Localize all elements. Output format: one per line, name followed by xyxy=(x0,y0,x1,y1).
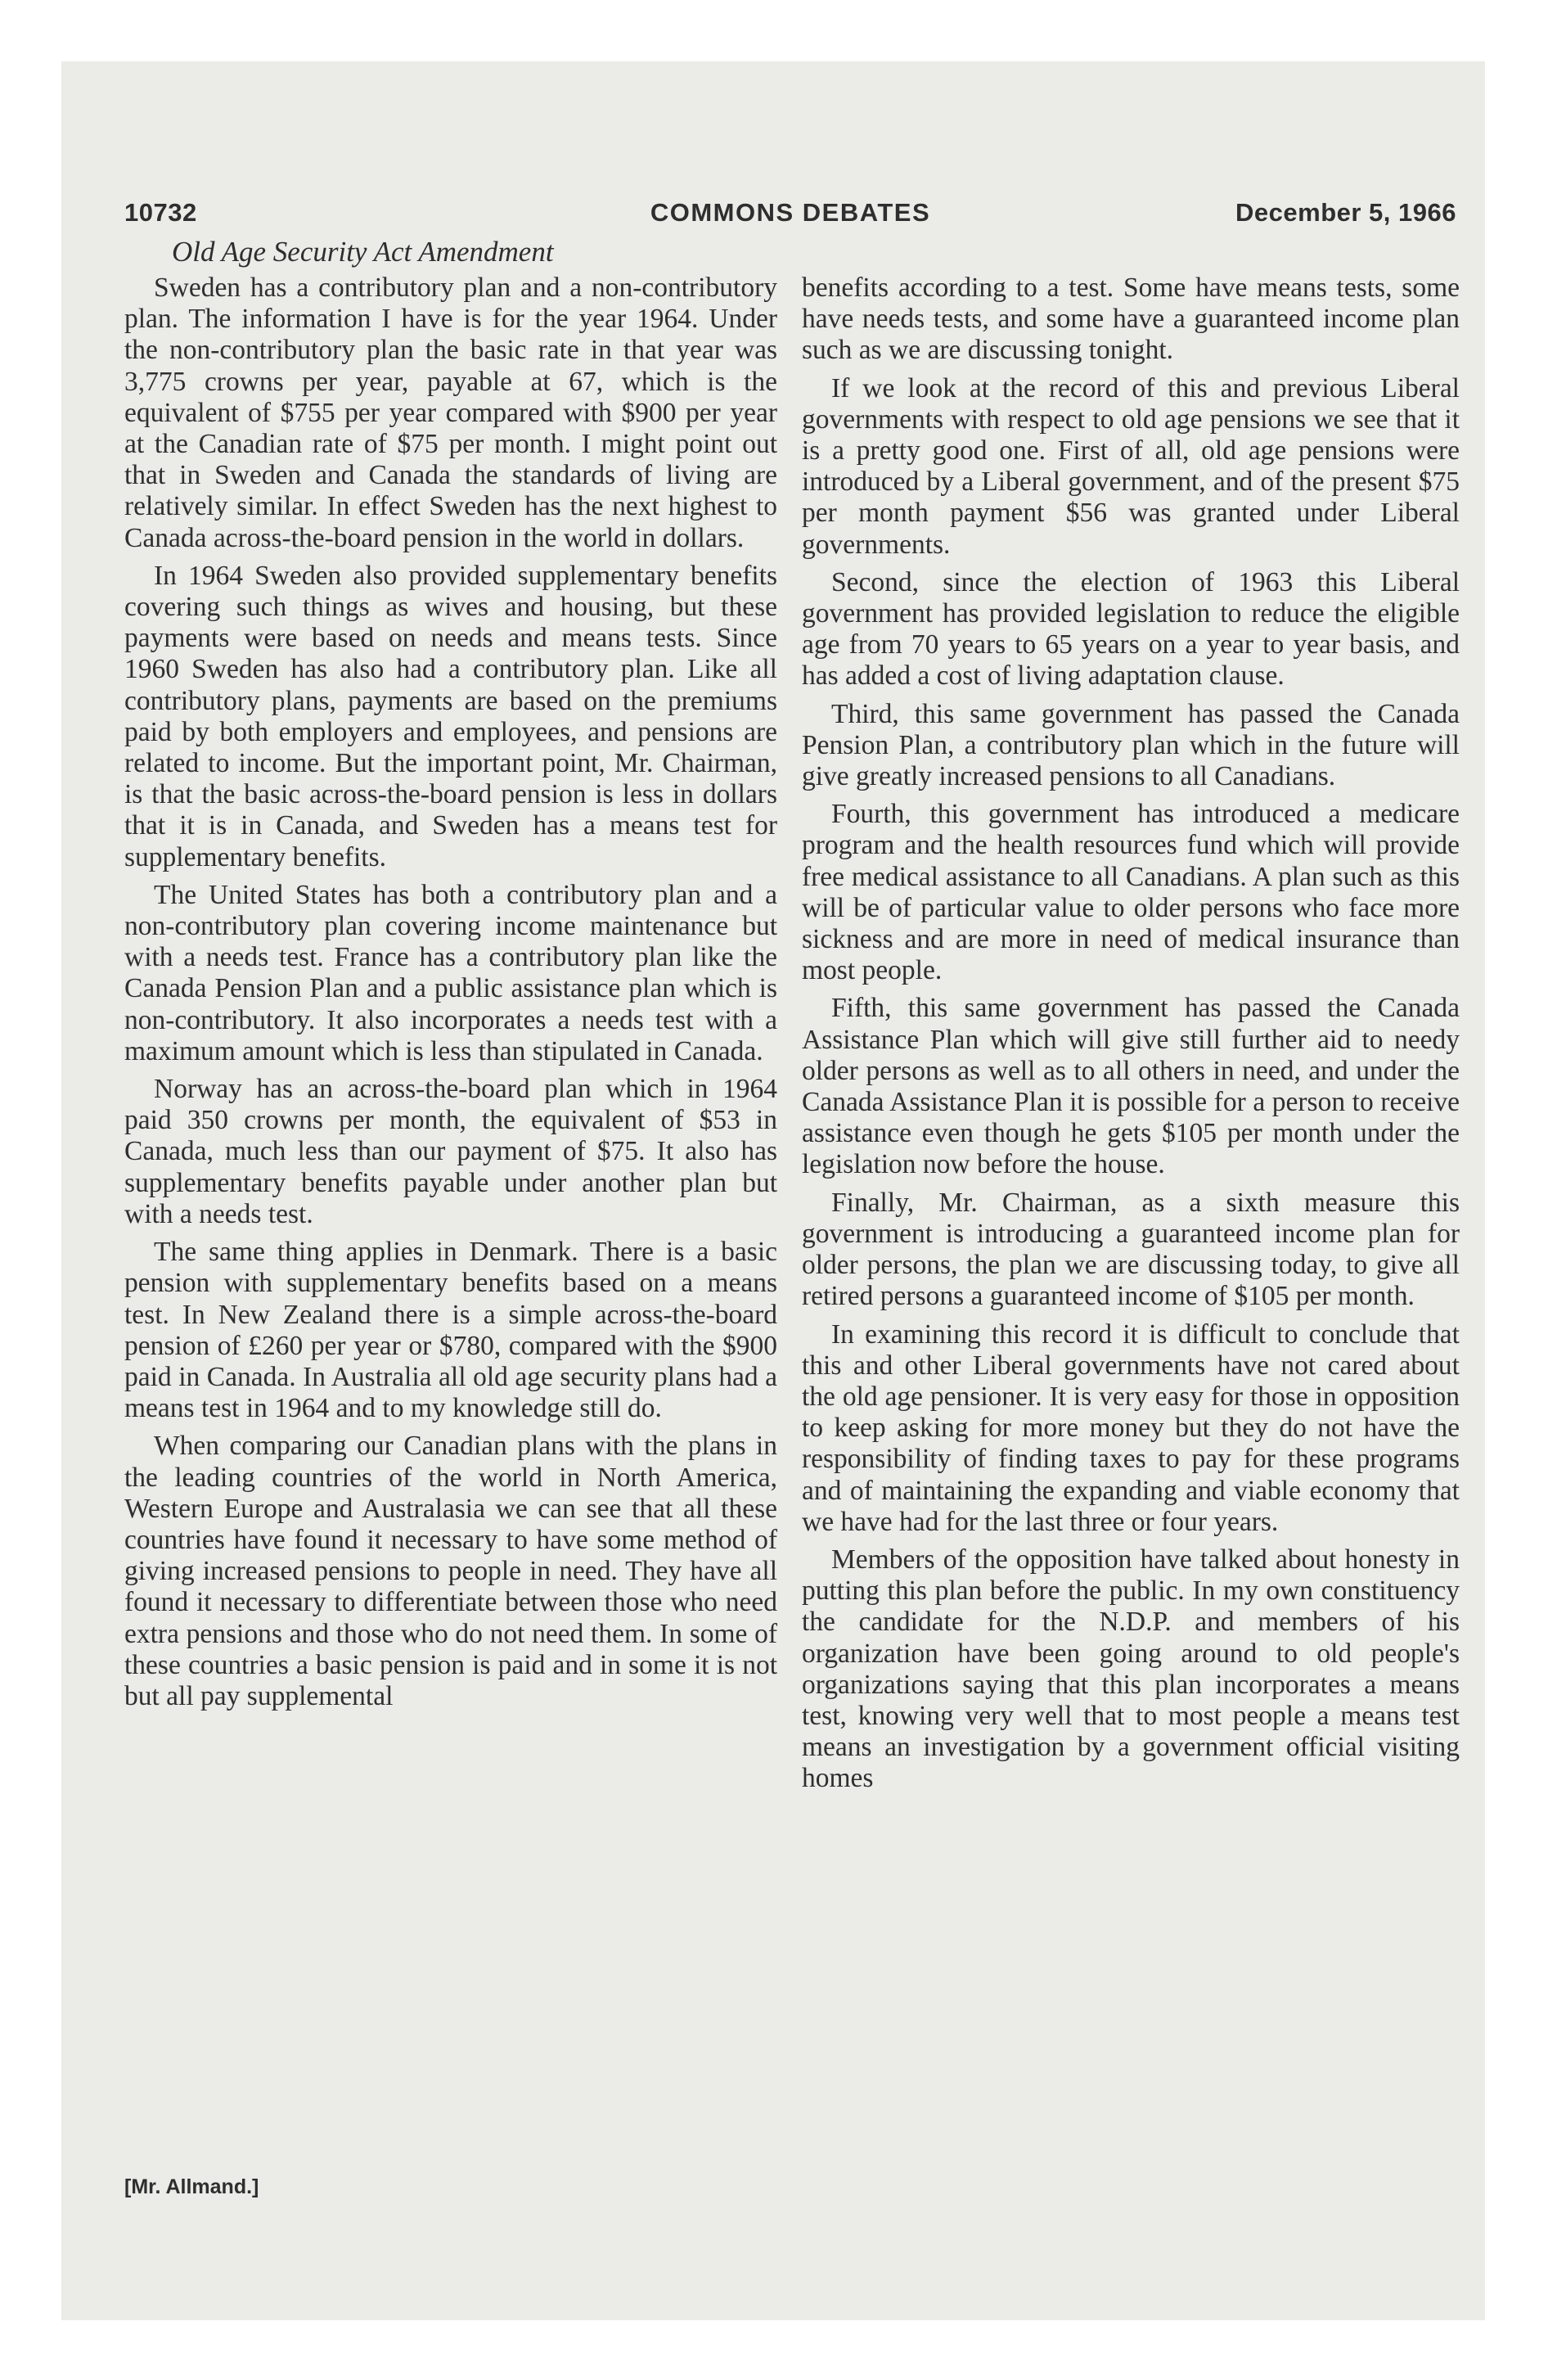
page-header xyxy=(124,198,1456,239)
paragraph: Sweden has a contributory plan and a non-contributory plan. The information I have is for the year 1964. Under the non-contributory plan the basic rate in that year was 3,775 crowns per year, payable at 67, which is the equivalent of $755 per year compared with $900 per year at the Canadian rate of $75 per month. I might point out that in Sweden and Canada the standards of living are relatively similar. In effect Sweden has the next highest to Canada across-the-board pension in the world in dollars. xyxy=(124,273,777,553)
publication-date: December 5, 1966 xyxy=(1235,198,1456,227)
paragraph: In examining this record it is difficult to conclude that this and other Liberal governments have not cared about the old age pensioner. It is very easy for those in opposition to keep asking for more money but they do not have the responsibility of finding taxes to pay for these programs and of maintaining the expanding and viable economy that we have had for the last three or four years. xyxy=(802,1318,1460,1537)
paragraph: Second, since the election of 1963 this Liberal government has provided legislation to reduce the eligible age from 70 years to 65 years on a year to year basis, and has added a cost of living adaptation clause. xyxy=(802,566,1460,692)
paragraph: When comparing our Canadian plans with the plans in the leading countries of the world in North America, Western Europe and Australasia we can see that all these countries have found it necessary to have some method of giving increased pensions to people in need. They have all found it necessary to differentiate between those who need extra pensions and those who do not need them. In some of these countries a basic pension is paid and in some it is not but all pay supplemental xyxy=(124,1431,777,1711)
paragraph: The same thing applies in Denmark. There is a basic pension with supplementary benefits based on a means test. In New Zealand there is a simple across-the-board pension of £260 per year or $780, compared with the $900 paid in Canada. In Australia all old age security plans had a means test in 1964 and to my knowledge still do. xyxy=(124,1237,777,1424)
speaker-tag: [Mr. Allmand.] xyxy=(124,2175,259,2198)
paragraph: Fourth, this government has introduced a medicare program and the health resources fund which will provide free medical assistance to all Canadians. A plan such as this will be of particular value to older persons who face more sickness and are more in need of medical insurance than most people. xyxy=(802,799,1460,986)
paragraph: benefits according to a test. Some have means tests, some have needs tests, and some have a guaranteed income plan such as we are discussing tonight. xyxy=(802,273,1460,366)
paragraph: Third, this same government has passed the Canada Pension Plan, a contributory plan which in the future will give greatly increased pensions to all Canadians. xyxy=(802,698,1460,792)
left-column xyxy=(124,273,777,1719)
paragraph: If we look at the record of this and previous Liberal governments with respect to old age pensions we see that it is a pretty good one. First of all, old age pensions were introduced by a Liberal government, and of the present $75 per month payment $56 was granted under Liberal governments. xyxy=(802,372,1460,560)
paragraph: In 1964 Sweden also provided supplementary benefits covering such things as wives and housing, but these payments were based on needs and means tests. Since 1960 Sweden has also had a contributory plan. Like all contributory plans, payments are based on the premiums paid by both employers and employees, and pensions are related to income. But the important point, Mr. Chairman, is that the basic across-the-board pension is less in dollars that it is in Canada, and Sweden has a means test for supplementary benefits. xyxy=(124,560,777,872)
section-subtitle: Old Age Security Act Amendment xyxy=(172,236,554,268)
page-number: 10732 xyxy=(124,198,197,227)
paragraph: The United States has both a contributory plan and a non-contributory plan covering income maintenance but with a needs test. France has a contributory plan like the Canada Pension Plan and a public assistance plan which is non-contributory. It also incorporates a needs test with a maximum amount which is less than stipulated in Canada. xyxy=(124,879,777,1066)
journal-title: COMMONS DEBATES xyxy=(650,198,931,227)
paragraph: Norway has an across-the-board plan which in 1964 paid 350 crowns per month, the equivalent of $53 in Canada, much less than our payment of $75. It also has supplementary benefits payable under another plan but with a needs test. xyxy=(124,1074,777,1229)
right-column xyxy=(802,273,1460,1801)
paragraph: Finally, Mr. Chairman, as a sixth measure this government is introducing a guaranteed income plan for older persons, the plan we are discussing today, to give all retired persons a guaranteed income of $105 per month. xyxy=(802,1187,1460,1312)
paragraph: Fifth, this same government has passed the Canada Assistance Plan which will give still further aid to needy older persons as well as to all others in need, and under the Canada Assistance Plan it is possible for a person to receive assistance even though he gets $105 per month under the legislation now before the house. xyxy=(802,993,1460,1180)
paragraph: Members of the opposition have talked about honesty in putting this plan before the public. In my own constituency the candidate for the N.D.P. and members of his organization have been going around to old people's organizations saying that this plan incorporates a means test, knowing very well that to most people a means test means an investigation by a government official visiting homes xyxy=(802,1544,1460,1794)
